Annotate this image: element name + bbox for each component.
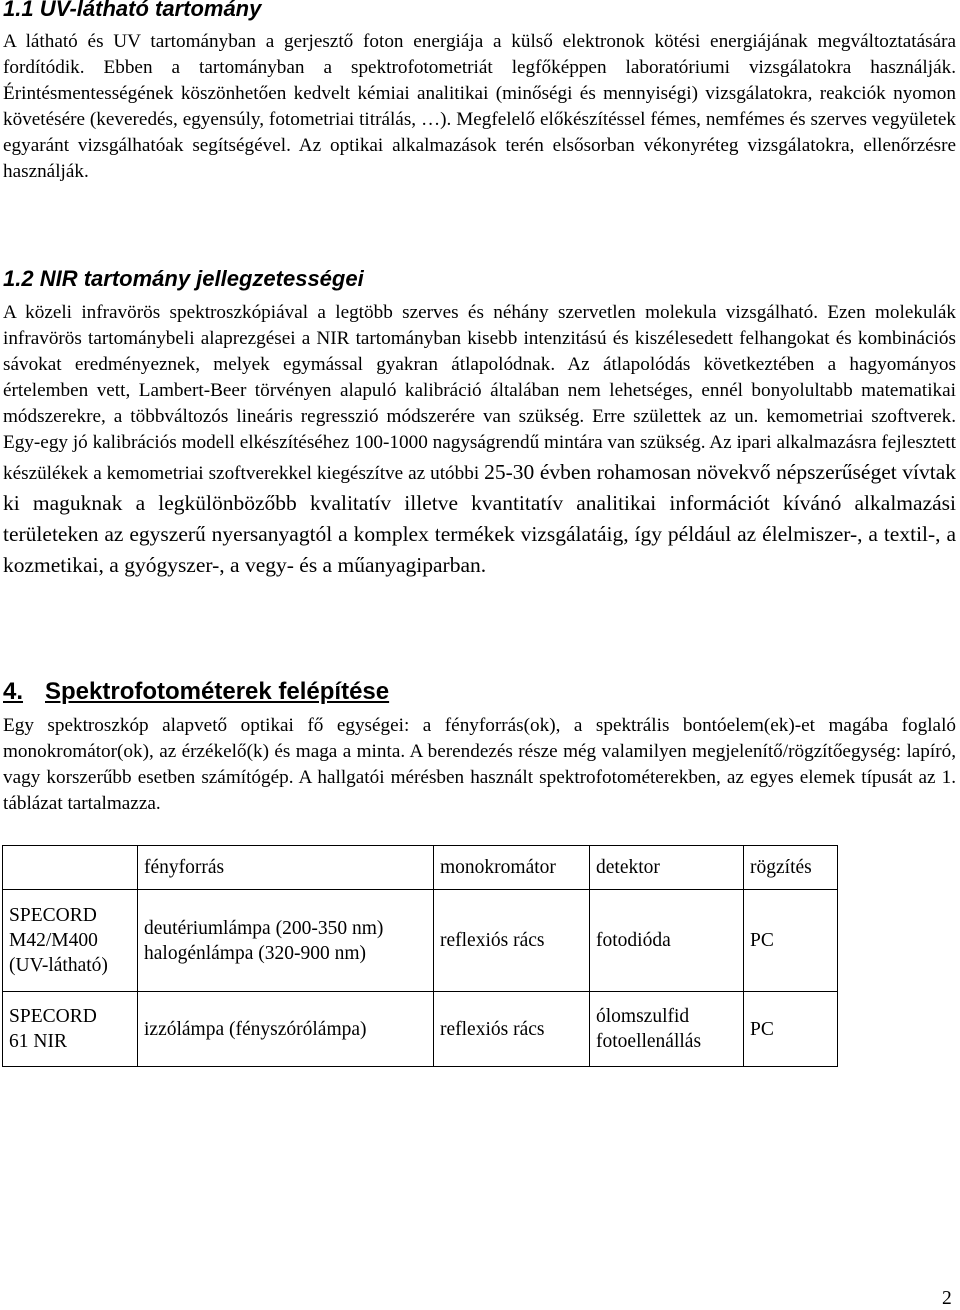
table-cell-recording: PC [744, 890, 838, 992]
instrument-table [2, 845, 838, 1067]
table-cell-source: deutériumlámpa (200-350 nm) halogénlámpa (320-900 nm) [138, 890, 434, 992]
table-cell-monochromator: reflexiós rács [434, 890, 590, 992]
uv-paragraph: A látható és UV tartományban a gerjesztő foton energiája a külső elektronok kötési energiájának megváltoztatására fordítódik. Ebben a tartományban a spektrofotometriát legfőképpen laboratóriumi vizsgálatokra használják. Érintésmentességének köszönhetően kedvelt kémiai analitikai (minőségi és mennyiségi) vizsgálatokra, reakciók nyomon követésére (keveredés, egyensúly, fotometriai titrálás, …). Megfelelő előkészítéssel fémes, nemfémes és szerves vegyületek egyaránt vizsgálhatóak segítségével. Az optikai alkalmazások terén elsősorban vékonyréteg vizsgálatokra, ellenőrzésre használják. [3, 31, 956, 183]
page-number: 2 [942, 1288, 952, 1309]
section-title: Spektrofotométerek felépítése [45, 678, 390, 705]
table-cell-instrument: SPECORD 61 NIR [3, 992, 138, 1067]
section-number: 4. [3, 678, 24, 705]
nir-paragraph-part-a: A közeli infravörös spektroszkópiával a legtöbb szerves és néhány szervetlen molekula vizsgálható. Ezen molekulák infravörös tartománybeli alaprezgései a NIR tartományban kisebb intenzitású és kiszélesedett felhangokat és kombinációs sávokat eredményeznek, melyek egymással gyakran átlapolódnak. Az átlapolódás következtében a hagyományos értelemben vett, Lambert-Beer törvényen alapuló kalibráció általában nem lehetséges, ennél bonyolultabb matematikai módszerekre, a többváltozós lineáris regresszió módszerére van szükség. Erre születtek az un. kemometriai szoftverek. Egy-egy jó kalibrációs modell elkészítéséhez 100-1000 nagyságrendű mintára van szükség. Az ipari alkalmazásra fejlesztett készülékek a kemometriai szoftverekkel kiegészítve az utóbbi [3, 302, 956, 484]
table-header-row [3, 846, 838, 890]
table-cell-detector: ólomszulfid fotoellenállás [590, 992, 744, 1067]
table-cell-detector: fotodióda [590, 890, 744, 992]
table-row [3, 890, 838, 992]
nir-paragraph-part-b: 25-30 évben rohamosan növekvő népszerűséget vívtak ki maguknak a legkülönbözőbb kvalitatív illetve kvantitatív analitikai információt kívánó alkalmazási területeken az egyszerű nyersanyagtól a komplex termékek vizsgálatáig, így például az élelmiszer-, a textil-, a kozmetikai, a gyógyszer-, a vegy- és a műanyagiparban. [3, 459, 956, 577]
table-header-cell: detektor [590, 846, 744, 890]
table-row [3, 992, 838, 1067]
table-cell-recording: PC [744, 992, 838, 1067]
table-cell-monochromator: reflexiós rács [434, 992, 590, 1067]
section-heading-uv: 1.1 UV-látható tartomány [3, 0, 262, 21]
nir-paragraph [3, 300, 956, 581]
table-header-cell: rögzítés [744, 846, 838, 890]
table-cell-instrument: SPECORD M42/M400 (UV-látható) [3, 890, 138, 992]
section-heading-nir: 1.2 NIR tartomány jellegzetességei [3, 266, 364, 291]
table-header-cell [3, 846, 138, 890]
table-header-cell: fényforrás [138, 846, 434, 890]
spectro-paragraph: Egy spektroszkóp alapvető optikai fő egységei: a fényforrás(ok), a spektrális bontóelem(ek)-et magába foglaló monokromátor(ok), az érzékelő(k) és maga a minta. A berendezés része még valamilyen megjelenítő/rögzítőegység: lapíró, vagy korszerűbb esetben számítógép. A hallgatói mérésben használt spektrofotométerekben, az egyes elemek típusát az 1. táblázat tartalmazza. [3, 715, 956, 815]
section-heading-spectrophotometers [3, 678, 389, 706]
table-header-cell: monokromátor [434, 846, 590, 890]
table-cell-source: izzólámpa (fényszórólámpa) [138, 992, 434, 1067]
